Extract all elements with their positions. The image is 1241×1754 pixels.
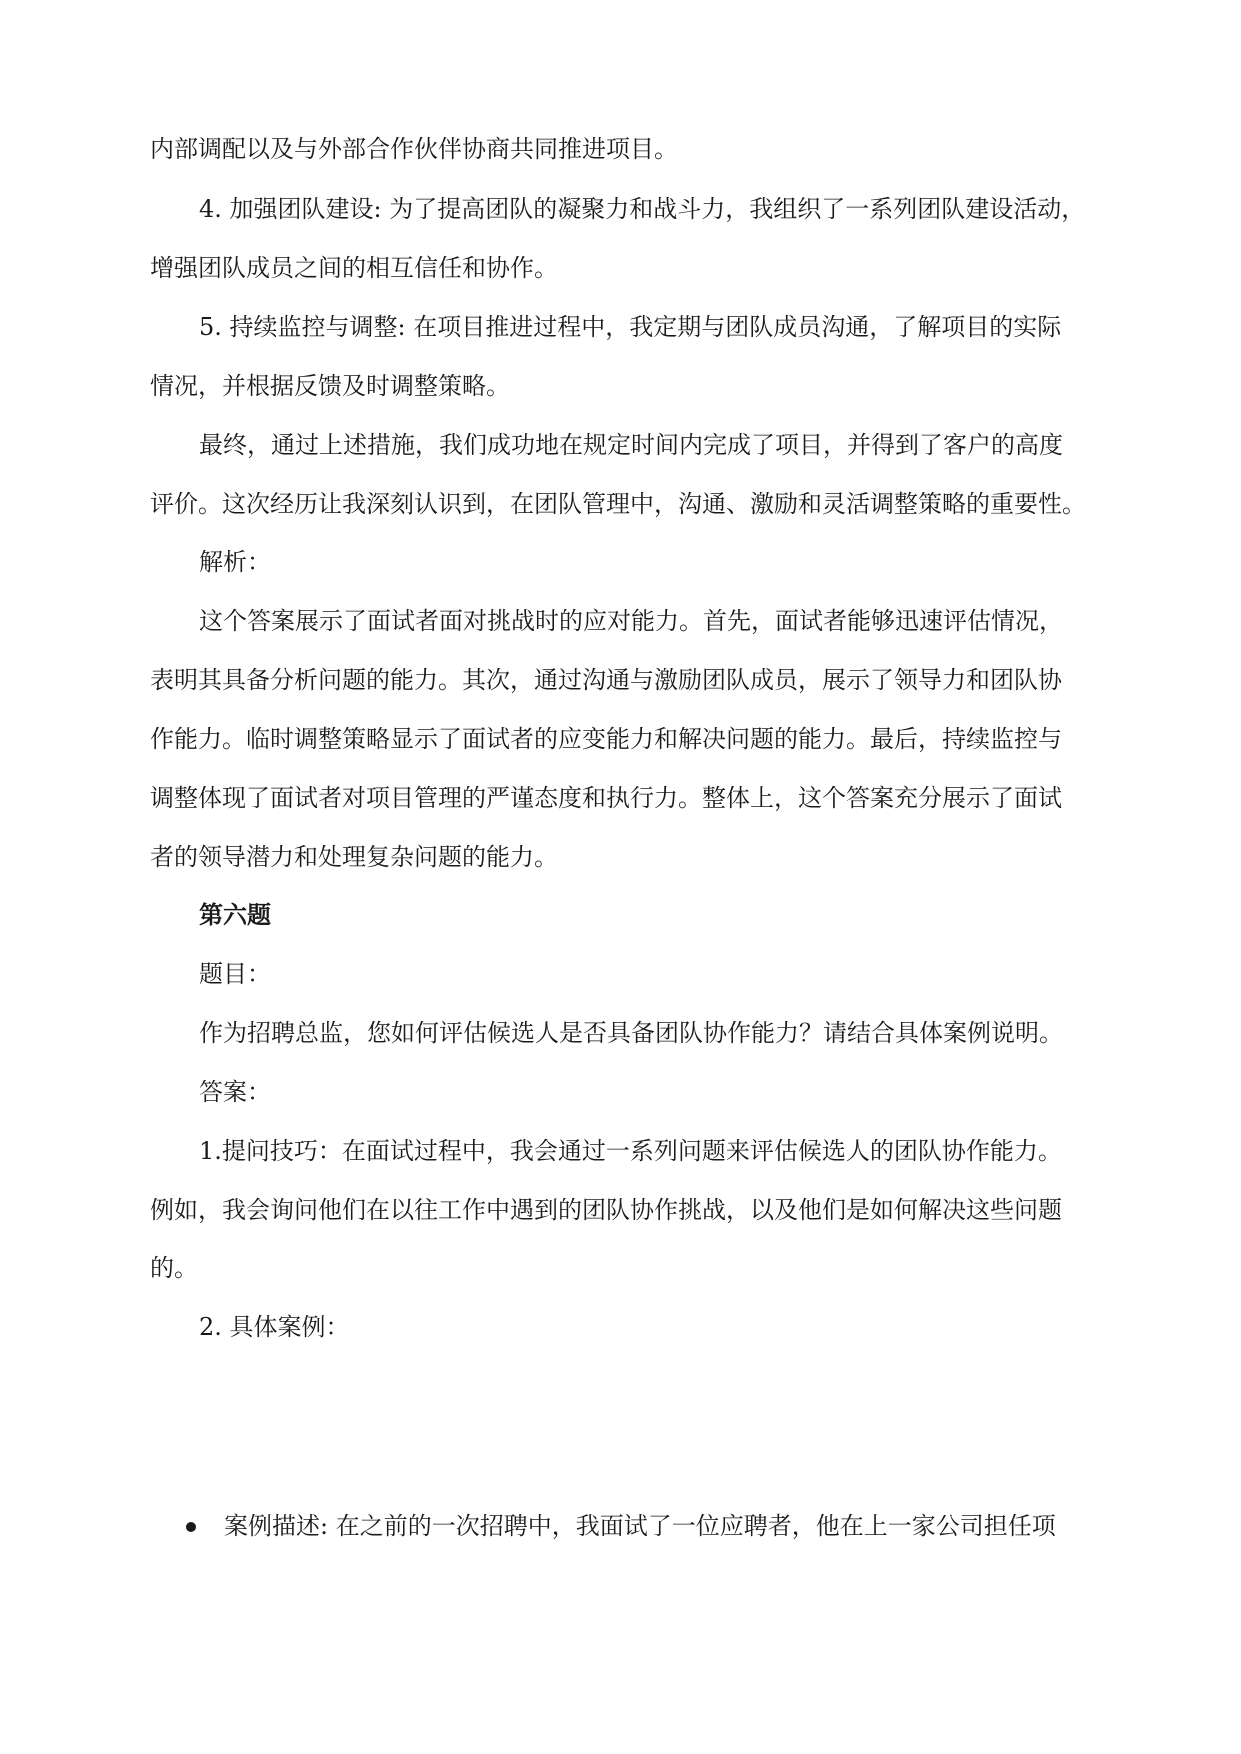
text-line: 这个答案展示了面试者面对挑战时的应对能力。首先，面试者能够迅速评估情况，	[199, 607, 1063, 635]
text-line: 增强团队成员之间的相互信任和协作。	[150, 254, 558, 282]
section-heading: 第六题	[199, 900, 271, 929]
text-line: 解析：	[199, 548, 271, 576]
text-line: 作为招聘总监，您如何评估候选人是否具备团队协作能力？请结合具体案例说明。	[199, 1019, 1063, 1047]
text-line: 5. 持续监控与调整: 在项目推进过程中，我定期与团队成员沟通，了解项目的实际	[199, 313, 1062, 341]
list-item: 案例描述: 在之前的一次招聘中，我面试了一位应聘者，他在上一家公司担任项	[224, 1512, 1056, 1540]
bullet-icon	[186, 1522, 196, 1532]
text-line: 1.提问技巧：在面试过程中，我会通过一系列问题来评估候选人的团队协作能力。	[199, 1137, 1062, 1165]
text-line: 的。	[150, 1254, 198, 1282]
text-line: 调整体现了面试者对项目管理的严谨态度和执行力。整体上，这个答案充分展示了面试	[150, 784, 1062, 812]
text-line: 者的领导潜力和处理复杂问题的能力。	[150, 843, 558, 871]
text-line: 评价。这次经历让我深刻认识到，在团队管理中，沟通、激励和灵活调整策略的重要性。	[150, 490, 1086, 518]
text-line: 4. 加强团队建设: 为了提高团队的凝聚力和战斗力，我组织了一系列团队建设活动，	[199, 195, 1086, 223]
text-line: 作能力。临时调整策略显示了面试者的应变能力和解决问题的能力。最后，持续监控与	[150, 725, 1062, 753]
text-line: 表明其具备分析问题的能力。其次，通过沟通与激励团队成员，展示了领导力和团队协	[150, 666, 1062, 694]
text-line: 最终，通过上述措施，我们成功地在规定时间内完成了项目，并得到了客户的高度	[199, 431, 1063, 459]
text-line: 2. 具体案例：	[199, 1313, 350, 1341]
text-line: 题目：	[199, 960, 271, 988]
text-line: 内部调配以及与外部合作伙伴协商共同推进项目。	[150, 135, 678, 163]
text-line: 例如，我会询问他们在以往工作中遇到的团队协作挑战，以及他们是如何解决这些问题	[150, 1196, 1062, 1224]
text-line: 答案：	[199, 1078, 271, 1106]
text-line: 情况，并根据反馈及时调整策略。	[150, 372, 510, 400]
